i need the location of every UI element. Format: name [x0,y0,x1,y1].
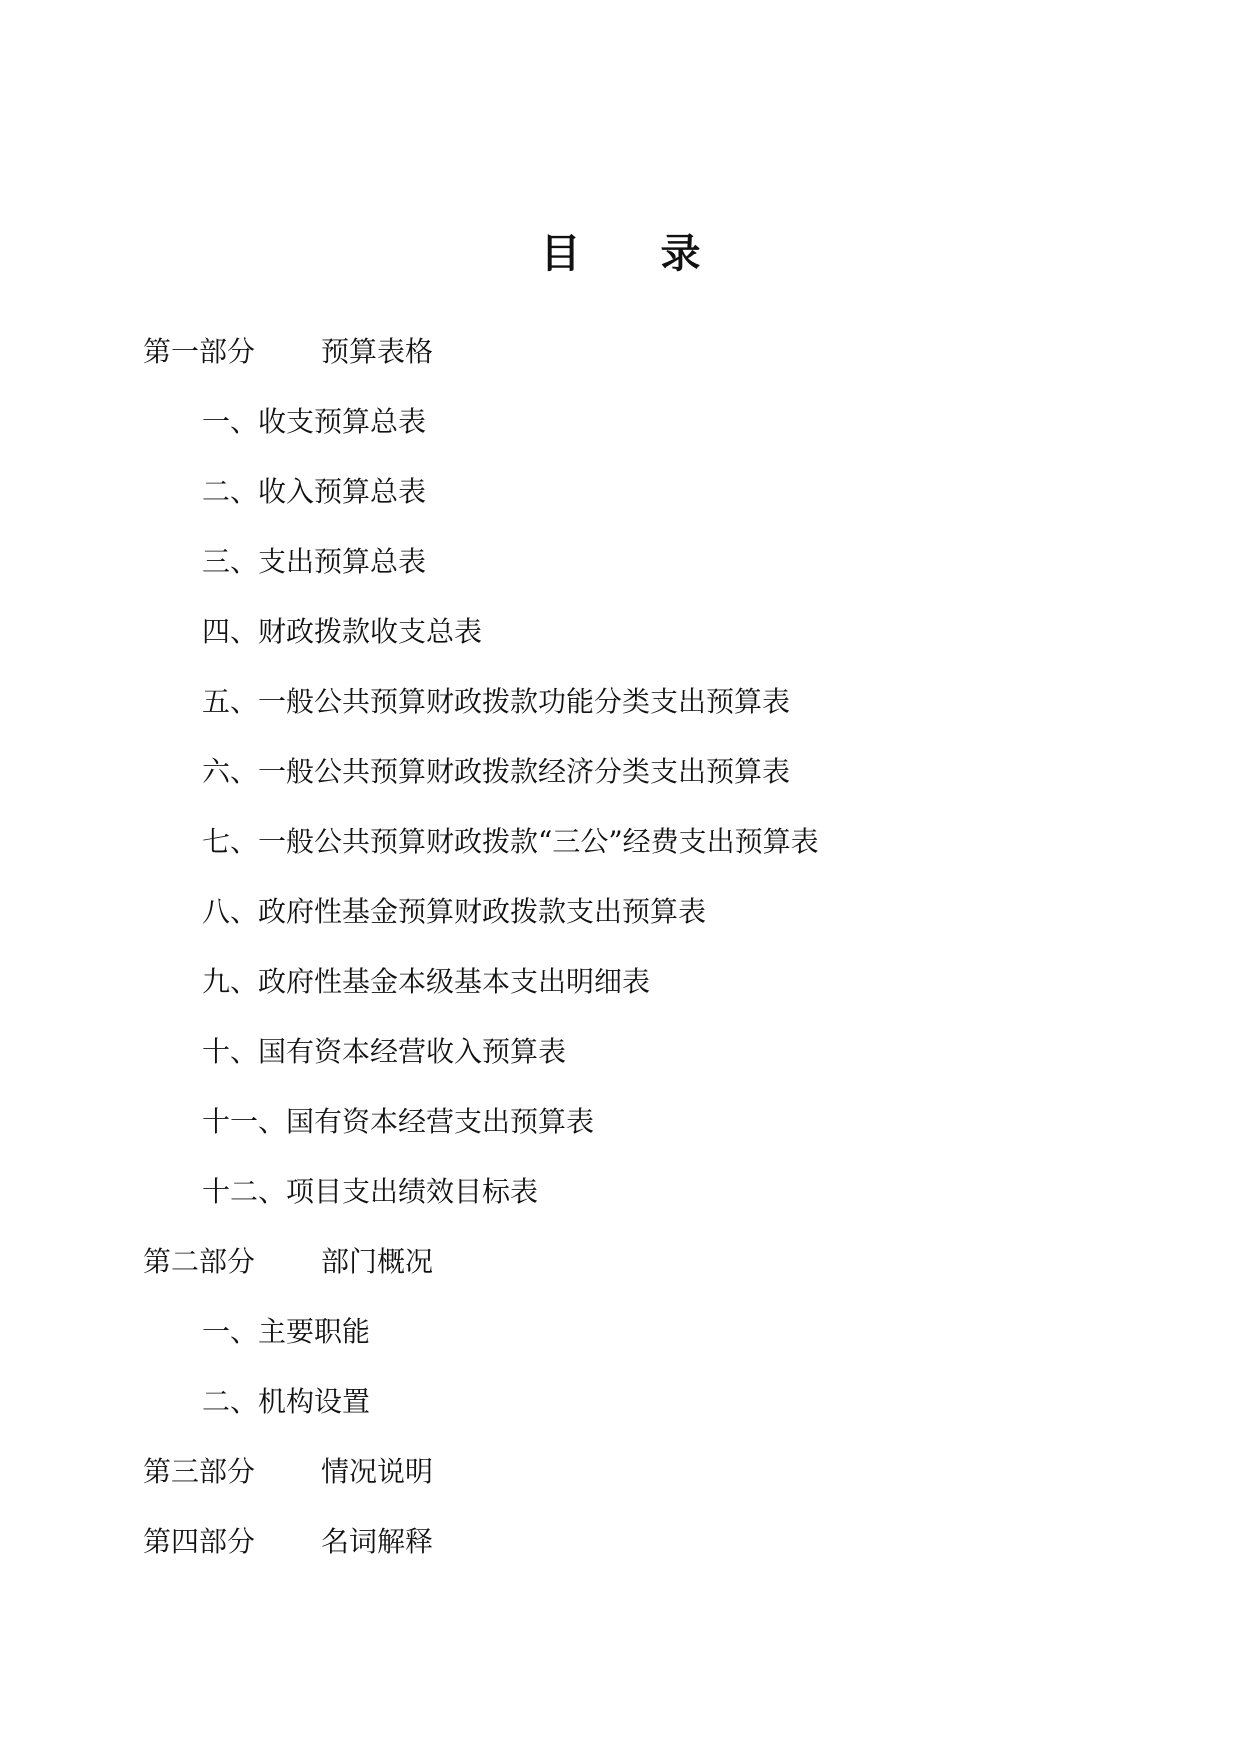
toc-item: 四、财政拨款收支总表 [202,615,483,648]
toc-part-1 [143,334,1143,404]
toc-item: 十二、项目支出绩效目标表 [202,1175,539,1208]
toc-item: 二、收入预算总表 [202,475,427,508]
table-of-contents [143,334,1143,1594]
toc-item: 三、支出预算总表 [202,545,427,578]
toc-part-number: 第四部分 [143,1525,256,1558]
toc-part-number: 第二部分 [143,1245,256,1278]
toc-part-title: 预算表格 [321,335,434,368]
page-title [0,222,1241,279]
toc-part-title: 名词解释 [321,1525,434,1558]
title-char-2: 录 [660,231,701,277]
toc-item: 一、主要职能 [202,1315,371,1348]
toc-item: 五、一般公共预算财政拨款功能分类支出预算表 [202,685,791,718]
toc-item: 六、一般公共预算财政拨款经济分类支出预算表 [202,755,791,788]
toc-part-2 [143,1244,1143,1314]
toc-item: 十一、国有资本经营支出预算表 [202,1105,595,1138]
toc-part-number: 第三部分 [143,1455,256,1488]
toc-part-title: 部门概况 [321,1245,434,1278]
toc-item: 十、国有资本经营收入预算表 [202,1035,567,1068]
toc-item: 二、机构设置 [202,1385,371,1418]
toc-item: 七、一般公共预算财政拨款“三公”经费支出预算表 [202,825,819,858]
toc-part-3 [143,1454,1143,1524]
toc-part-number: 第一部分 [143,335,256,368]
toc-item: 一、收支预算总表 [202,405,427,438]
toc-item: 九、政府性基金本级基本支出明细表 [202,965,651,998]
toc-item: 八、政府性基金预算财政拨款支出预算表 [202,895,707,928]
title-char-1: 目 [540,231,581,277]
toc-part-4 [143,1524,1143,1594]
toc-part-title: 情况说明 [321,1455,434,1488]
